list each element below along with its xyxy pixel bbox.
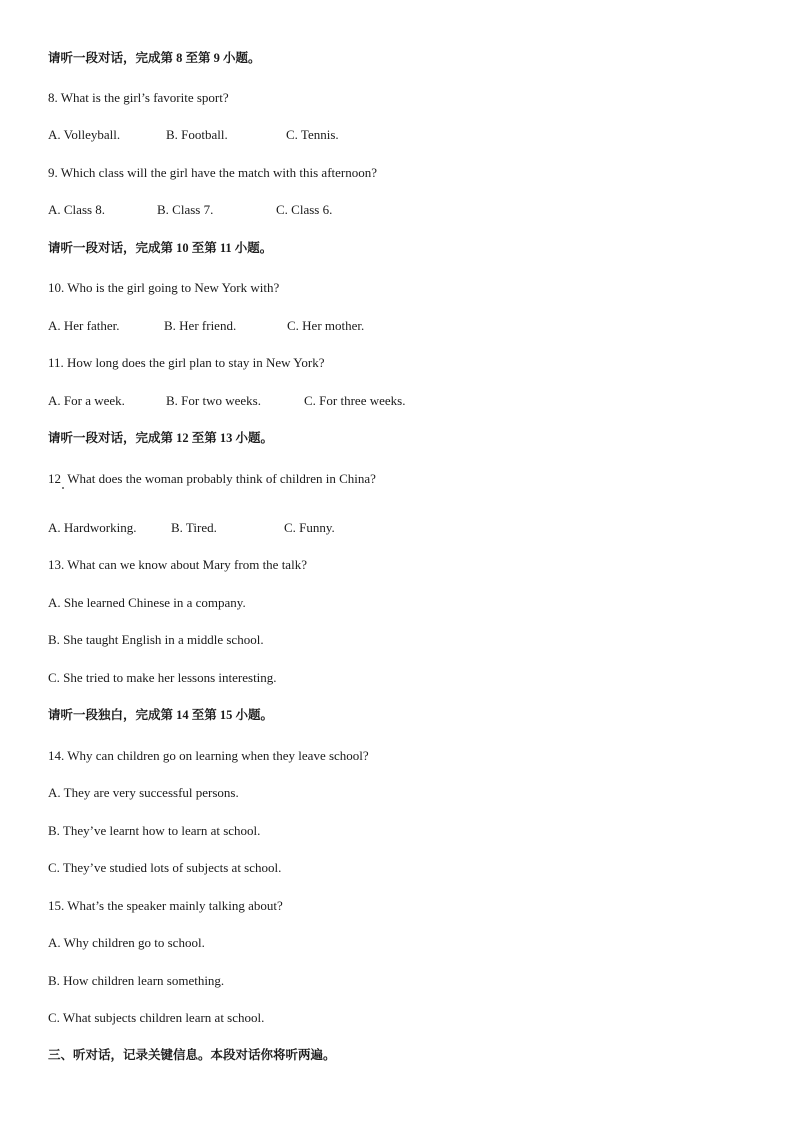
q12-option-a: A. Hardworking. xyxy=(48,520,137,535)
section-heading-10-11: 请听一段对话，完成第 10 至第 11 小题。 xyxy=(48,241,273,255)
q9-option-b: B. Class 7. xyxy=(157,202,214,217)
section-heading-12-13: 请听一段对话，完成第 12 至第 13 小题。 xyxy=(48,431,274,445)
q10-option-a: A. Her father. xyxy=(48,318,120,333)
q15-option-b: B. How children learn something. xyxy=(48,973,225,988)
q15-option-a: A. Why children go to school. xyxy=(48,935,205,950)
q13-option-a: A. She learned Chinese in a company. xyxy=(48,595,246,610)
question-15: 15. What’s the speaker mainly talking about? xyxy=(48,898,283,913)
question-9: 9. Which class will the girl have the match with this afternoon? xyxy=(48,165,378,180)
q9-option-a: A. Class 8. xyxy=(48,202,106,217)
q14-option-b: B. They’ve learnt how to learn at school. xyxy=(48,823,261,838)
question-10: 10. Who is the girl going to New York with? xyxy=(48,280,280,295)
part-three-heading: 三、听对话，记录关键信息。本段对话你将听两遍。 xyxy=(48,1048,336,1062)
q10-option-b: B. Her friend. xyxy=(164,318,237,333)
q14-option-c: C. They’ve studied lots of subjects at school. xyxy=(48,860,282,875)
q10-option-c: C. Her mother. xyxy=(287,318,365,333)
stray-dot-mark xyxy=(62,487,64,489)
q13-option-c: C. She tried to make her lessons interesting. xyxy=(48,670,277,685)
q11-option-a: A. For a week. xyxy=(48,393,125,408)
q11-option-b: B. For two weeks. xyxy=(166,393,261,408)
section-heading-8-9: 请听一段对话，完成第 8 至第 9 小题。 xyxy=(48,51,261,65)
q8-option-a: A. Volleyball. xyxy=(48,127,121,142)
question-8: 8. What is the girl’s favorite sport? xyxy=(48,90,229,105)
q9-option-c: C. Class 6. xyxy=(276,202,333,217)
question-12: 12 What does the woman probably think of children in China? xyxy=(48,471,376,486)
q15-option-c: C. What subjects children learn at school. xyxy=(48,1010,265,1025)
q14-option-a: A. They are very successful persons. xyxy=(48,785,239,800)
q13-option-b: B. She taught English in a middle school. xyxy=(48,632,264,647)
question-11: 11. How long does the girl plan to stay in New York? xyxy=(48,355,325,370)
question-14: 14. Why can children go on learning when they leave school? xyxy=(48,748,369,763)
section-heading-14-15: 请听一段独白，完成第 14 至第 15 小题。 xyxy=(48,708,274,722)
q11-option-c: C. For three weeks. xyxy=(304,393,406,408)
q8-option-b: B. Football. xyxy=(166,127,228,142)
q12-option-b: B. Tired. xyxy=(171,520,217,535)
q12-option-c: C. Funny. xyxy=(284,520,335,535)
q8-option-c: C. Tennis. xyxy=(286,127,339,142)
question-13: 13. What can we know about Mary from the talk? xyxy=(48,557,307,572)
